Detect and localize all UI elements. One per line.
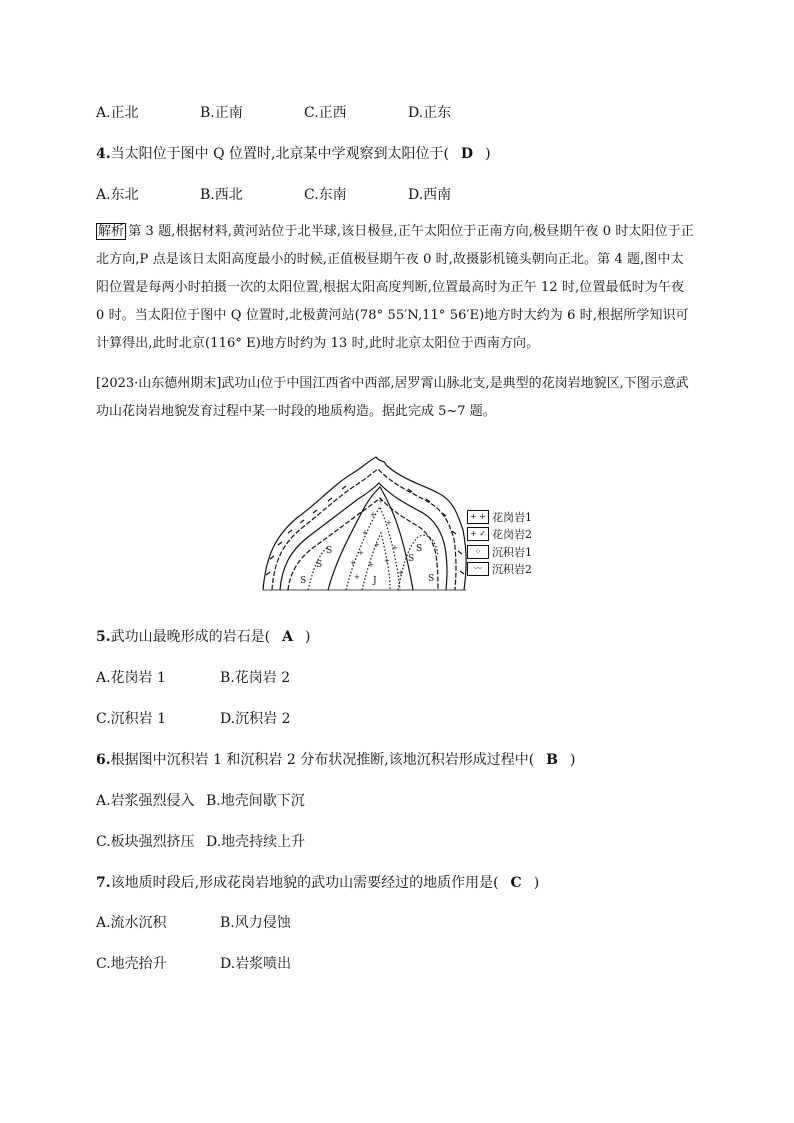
- q7-number: 7.: [96, 875, 111, 891]
- sedimentary-2-swatch: 〰: [467, 562, 489, 576]
- legend-item-sedimentary-1: ⁘ 沉积岩1: [467, 543, 532, 561]
- q4-options: [96, 184, 512, 204]
- q3-option-b: B.正南: [200, 105, 243, 121]
- svg-text:+: +: [384, 557, 390, 565]
- svg-text:+: +: [378, 497, 384, 505]
- svg-text:+: +: [398, 569, 404, 577]
- q7-options-row-1: [96, 912, 344, 932]
- q4-option-c: C.东南: [304, 187, 347, 203]
- q7-option-b: B.风力侵蚀: [220, 915, 291, 931]
- q7-options-row-2: [96, 953, 344, 973]
- svg-text:S: S: [408, 554, 415, 564]
- q4-stem: 当太阳位于图中 Q 位置时,北京某中学观察到太阳位于(: [110, 146, 449, 162]
- q5-options-row-1: [96, 667, 344, 687]
- q5-option-a: A.花岗岩 1: [96, 670, 166, 686]
- question-5: [96, 626, 310, 646]
- q7-option-d: D.岩浆喷出: [220, 956, 292, 972]
- q3-option-a: A.正北: [96, 105, 139, 121]
- svg-text:+: +: [362, 529, 368, 537]
- q5-answer: A: [282, 629, 293, 645]
- q4-answer: D: [460, 146, 474, 162]
- q7-option-a: A.流水沉积: [96, 915, 167, 931]
- q7-answer: C: [510, 875, 522, 891]
- svg-text:S: S: [316, 560, 323, 570]
- q3-option-c: C.正西: [304, 105, 347, 121]
- svg-text:S: S: [416, 544, 423, 554]
- q6-option-c: C.板块强烈挤压: [96, 834, 195, 850]
- q7-option-c: C.地壳抬升: [96, 956, 167, 972]
- sedimentary-1-swatch: ⁘: [467, 545, 489, 559]
- q4-option-d: D.西南: [408, 187, 452, 203]
- legend-item-granite-2: + ✓ 花岗岩2: [467, 526, 532, 544]
- source-intro: [96, 370, 696, 426]
- legend-item-sedimentary-2: 〰 沉积岩2: [467, 561, 532, 579]
- q5-option-d: D.沉积岩 2: [220, 711, 291, 727]
- q7-close: ): [533, 875, 540, 891]
- explanation-text: 第 3 题,根据材料,黄河站位于北半球,该日极昼,正午太阳位于正南方向,极昼期午夜 0 时太阳位于正北方向,P 点是该日太阳高度最小的时候,正值极昼期午夜 0 时,故摄影机镜头朝向正北。第 4 题,图中太阳位置是每两小时拍摄一次的太阳位置,根据太阳高度判断,位置最高时为正午 12 时,位置最低时为午夜 0 时。当太阳位于图中 Q 位置时,北极黄河站(78° 55′N,11° 56′E)地方时大约为 6 时,根据所学知识可计算得出,此时北京(116° E)地方时约为 13 时,此时北京太阳位于西南方向。: [96, 224, 694, 351]
- question-7: [96, 872, 539, 892]
- svg-text:+: +: [368, 561, 374, 569]
- q5-option-b: B.花岗岩 2: [220, 670, 291, 686]
- q5-options-row-2: [96, 708, 344, 728]
- q6-option-d: D.地壳持续上升: [206, 834, 306, 850]
- q6-answer: B: [546, 752, 558, 768]
- granite-1-swatch: + +: [467, 510, 489, 524]
- q5-number: 5.: [96, 629, 111, 645]
- svg-text:+: +: [370, 511, 376, 519]
- q4-option-b: B.西北: [200, 187, 243, 203]
- source-text: [2023·山东德州期末]武功山位于中国江西省中西部,居罗霄山脉北支,是典型的花岗岩地貌区,下图示意武功山花岗岩地貌发育过程中某一时段的地质构造。据此完成 5~7 题。: [96, 376, 689, 419]
- q3-option-d: D.正东: [408, 105, 452, 121]
- svg-text:+: +: [374, 541, 380, 549]
- q6-number: 6.: [96, 752, 111, 768]
- granite-2-swatch: + ✓: [467, 527, 489, 541]
- question-4: [96, 143, 491, 163]
- q3-options: [96, 102, 512, 122]
- q6-option-a: A.岩浆强烈侵入: [96, 793, 195, 809]
- q5-stem: 武功山最晚形成的岩石是(: [110, 629, 271, 645]
- svg-text:+: +: [350, 559, 356, 567]
- q6-options-row-2: [96, 831, 330, 851]
- q6-options-row-1: [96, 790, 330, 810]
- q4-close: ): [485, 146, 491, 162]
- svg-text:S: S: [428, 574, 435, 584]
- legend-item-granite-1: + + 花岗岩1: [467, 508, 532, 526]
- question-6: [96, 749, 575, 769]
- q5-close: ): [304, 629, 311, 645]
- svg-text:S: S: [300, 576, 307, 586]
- explanation: [96, 218, 696, 358]
- svg-text:+: +: [392, 544, 398, 552]
- svg-text:J: J: [373, 576, 377, 586]
- svg-text:S: S: [326, 546, 333, 556]
- svg-text:+: +: [358, 549, 364, 557]
- explanation-tag: 解析: [98, 224, 125, 239]
- q6-close: ): [570, 752, 576, 768]
- q4-option-a: A.东北: [96, 187, 139, 203]
- q4-number: 4.: [96, 146, 111, 162]
- svg-text:+: +: [354, 573, 360, 581]
- svg-text:+: +: [386, 519, 392, 527]
- q5-option-c: C.沉积岩 1: [96, 711, 167, 727]
- q6-stem: 根据图中沉积岩 1 和沉积岩 2 分布状况推断,该地沉积岩形成过程中(: [110, 752, 535, 768]
- q7-stem: 该地质时段后,形成花岗岩地貌的武功山需要经过的地质作用是(: [110, 875, 499, 891]
- figure-legend: [467, 508, 532, 578]
- q6-option-b: B.地壳间歇下沉: [206, 793, 305, 809]
